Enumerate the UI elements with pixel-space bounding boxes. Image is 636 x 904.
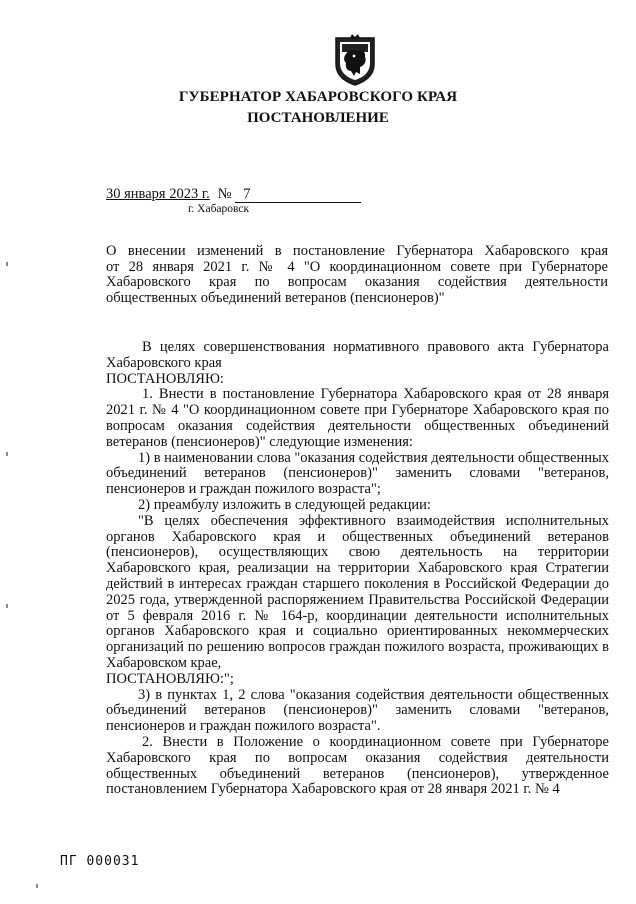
margin-mark: [36, 884, 38, 888]
quoted-preamble: "В целях обеспечения эффективного взаимодействия исполнительных органов Хабаровского края и общественных объединений ветеранов (пенсионеров), осуществляющих свою деятельность на территории Хабаровского края, реализации на территории Хабаровского края Стратегии действий в интересах граждан старшего поколения в Российской Федерации до 2025 года, утвержденной распоряжением Правительства Российской Федерации от 5 февраля 2016 г. № 164-р, координации деятельности исполнительных органов Хабаровского края и социально ориентированных некоммерческих организаций по решению вопросов граждан пожилого возраста, проживающих в Хабаровском крае,: [106, 512, 609, 671]
sub-clause-1: 1) в наименовании слова "оказания содействия деятельности общественных объединений ветеранов (пенсионеров)" заменить словами "ветеранов, пенсионеров и граждан пожилого возраста";: [106, 449, 610, 498]
clause-1: 1. Внести в постановление Губернатора Хабаровского края от 28 января 2021 г. № 4 "О координационном совете при Губернаторе Хабаровского края по вопросам оказания содействия деятельности общественных объединений ветеранов (пенсионеров)" следующие изменения:: [106, 386, 609, 450]
quoted-decree-word: ПОСТАНОВЛЯЮ:";: [106, 670, 234, 687]
date-number-line: [106, 186, 361, 203]
subject-line: общественных объединений ветеранов (пенсионеров)": [106, 289, 445, 306]
subject-line: О внесении изменений в постановление Губернатора Хабаровского края: [106, 243, 608, 259]
subject-line: Хабаровского края по вопросам оказания содействия деятельности: [106, 274, 608, 290]
decree-word: ПОСТАНОВЛЯЮ:: [106, 370, 224, 387]
margin-mark: [6, 262, 8, 266]
document-subject: [106, 244, 608, 306]
number-label: №: [217, 186, 232, 202]
form-code: ПГ 000031: [60, 854, 140, 869]
margin-mark: [6, 452, 8, 456]
document-city: г. Хабаровск: [188, 203, 250, 215]
document-body: [106, 340, 609, 798]
document-number: 7: [235, 187, 361, 203]
sub-clause-3: 3) в пунктах 1, 2 слова "оказания содействия деятельности общественных объединений ветеранов (пенсионеров)" заменить словами "ветеранов, пенсионеров и граждан пожилого возраста".: [106, 686, 609, 735]
document-date: 30 января 2023 г.: [106, 186, 210, 202]
page-title: ГУБЕРНАТОР ХАБАРОВСКОГО КРАЯ: [178, 89, 458, 105]
coat-of-arms-icon: [332, 34, 378, 86]
margin-mark: [6, 604, 8, 608]
sub-clause-2: 2) преамбулу изложить в следующей редакции:: [138, 496, 431, 513]
subject-line: от 28 января 2021 г. № 4 "О координационном совете при Губернаторе: [106, 258, 608, 275]
document-type: ПОСТАНОВЛЕНИЕ: [247, 110, 389, 126]
preamble-paragraph: В целях совершенствования нормативного правового акта Губернатора Хабаровского края: [106, 339, 609, 371]
clause-2: 2. Внести в Положение о координационном совете при Губернаторе Хабаровского края по вопросам оказания содействия деятельности общественных объединений ветеранов (пенсионеров), утвержденное постановлением Губернатора Хабаровского края от 28 января 2021 г. № 4: [106, 733, 609, 798]
